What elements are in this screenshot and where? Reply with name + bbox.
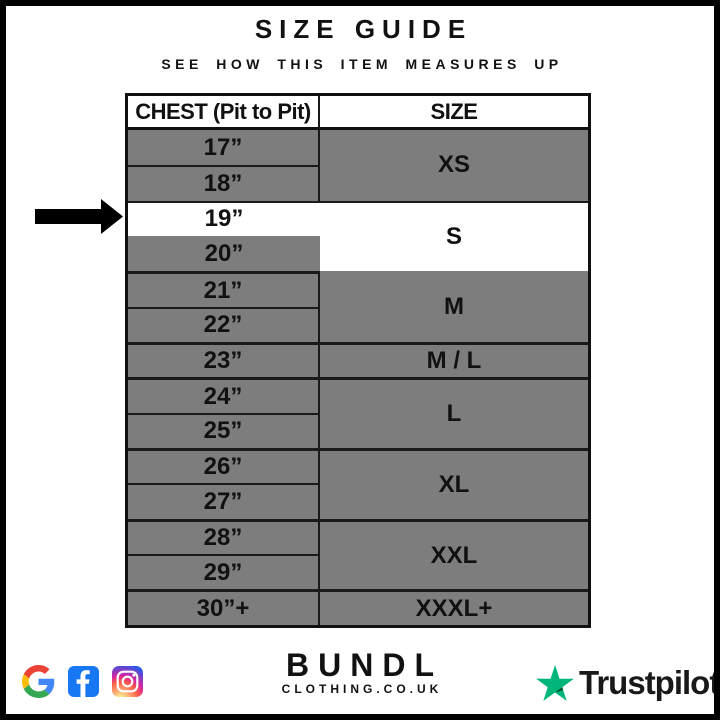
- chest-cell-25: 25”: [128, 413, 320, 448]
- chest-cell-18: 18”: [128, 165, 320, 200]
- chest-cell-24: 24”: [128, 377, 320, 412]
- size-cell-l: L: [320, 377, 588, 448]
- chest-cell-29: 29”: [128, 554, 320, 589]
- row-pointer-arrow-icon: [35, 199, 123, 234]
- size-cell-m: M: [320, 271, 588, 342]
- trustpilot-star-icon: [536, 665, 574, 701]
- brand-name: BUNDL: [286, 647, 443, 683]
- column-header-chest: CHEST (Pit to Pit): [128, 96, 320, 130]
- trustpilot-logo[interactable]: [536, 663, 719, 703]
- chest-cell-30plus: 30”+: [128, 589, 320, 625]
- size-cell-m-l: M / L: [320, 342, 588, 377]
- chest-cell-28: 28”: [128, 519, 320, 554]
- chest-cell-20: 20”: [128, 236, 320, 271]
- size-cell-xl: XL: [320, 448, 588, 519]
- page-title: SIZE GUIDE: [254, 14, 473, 44]
- chest-cell-21: 21”: [128, 271, 320, 306]
- chest-cell-26: 26”: [128, 448, 320, 483]
- brand-tagline: CLOTHING.CO.UK: [281, 682, 443, 696]
- chest-cell-17: 17”: [128, 130, 320, 165]
- page-subtitle: SEE HOW THIS ITEM MEASURES UP: [161, 56, 563, 72]
- chest-cell-27: 27”: [128, 483, 320, 518]
- size-cell-xs: XS: [320, 130, 588, 201]
- column-header-size: SIZE: [320, 96, 588, 130]
- chest-cell-22: 22”: [128, 307, 320, 342]
- size-cell-xxxl-plus: XXXL+: [320, 589, 588, 625]
- chest-cell-23: 23”: [128, 342, 320, 377]
- trustpilot-label: Trustpilot: [579, 664, 720, 701]
- size-table: [125, 93, 591, 628]
- size-cell-xxl: XXL: [320, 519, 588, 590]
- size-cell-s-highlighted: S: [320, 201, 588, 272]
- chest-cell-19-highlighted: 19”: [128, 201, 320, 236]
